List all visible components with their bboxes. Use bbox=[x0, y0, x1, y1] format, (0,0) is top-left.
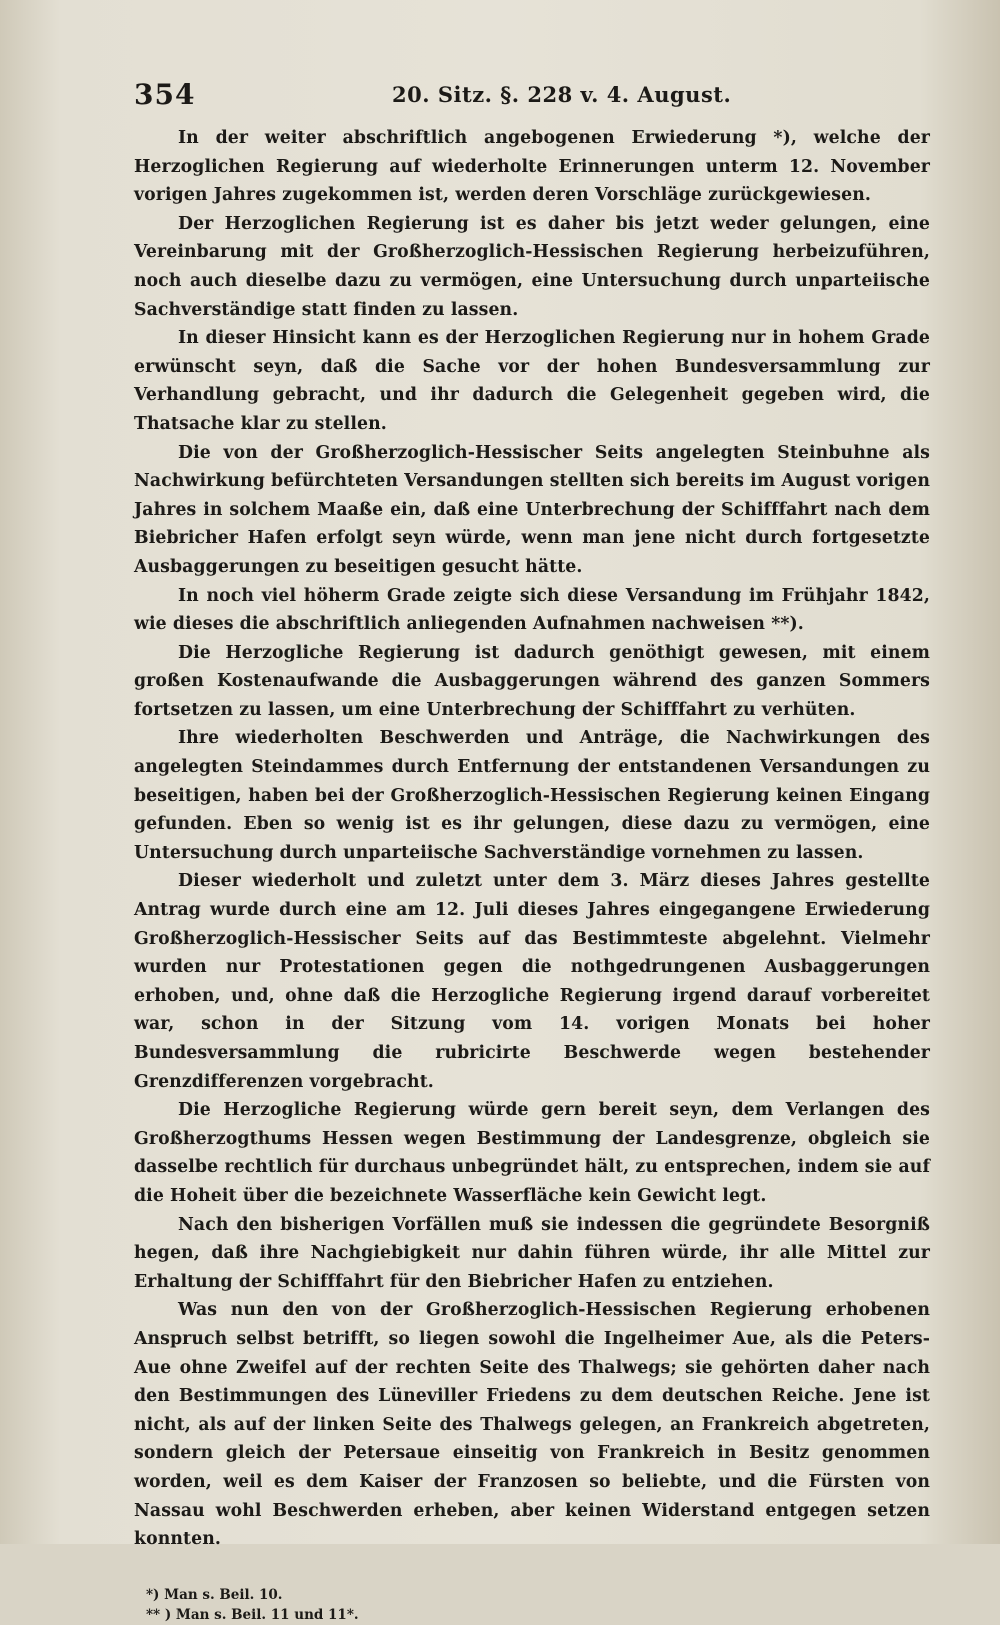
body-text bbox=[134, 124, 930, 1554]
footnote: ** ) Man s. Beil. 11 und 11*. bbox=[146, 1606, 359, 1623]
paragraph: Nach den bisherigen Vorfällen muß sie indessen die gegründete Besorgniß hegen, daß ihre Nachgiebigkeit nur dahin führen würde, ihr alle Mittel zur Erhaltung der Schifffahrt für den Biebricher Hafen zu entziehen. bbox=[134, 1214, 930, 1292]
paragraph: Die Herzogliche Regierung ist dadurch genöthigt gewesen, mit einem großen Kostenaufwande die Ausbaggerungen während des ganzen Sommers fortsetzen zu lassen, um eine Unterbrechung der Schifffahrt zu verhüten. bbox=[134, 642, 930, 720]
paragraph: Der Herzoglichen Regierung ist es daher bis jetzt weder gelungen, eine Vereinbarung mit der Großherzoglich-Hessischen Regierung herbeizuführen, noch auch dieselbe dazu zu vermögen, eine Untersuchung durch unparteiische Sachverständige statt finden zu lassen. bbox=[134, 213, 930, 320]
paragraph: In dieser Hinsicht kann es der Herzoglichen Regierung nur in hohem Grade erwünscht seyn, daß die Sache vor der hohen Bundesversammlung zur Verhandlung gebracht, und ihr dadurch die Gelegenheit gegeben wird, die Thatsache klar zu stellen. bbox=[134, 328, 930, 434]
footnote: *) Man s. Beil. 10. bbox=[146, 1586, 283, 1603]
paragraph: Dieser wiederholt und zuletzt unter dem 3. März dieses Jahres gestellte Antrag wurde durch eine am 12. Juli dieses Jahres eingegangene Erwiederung Großherzoglich-Hessischer Seits auf das Bestimmteste abgelehnt. Vielmehr wurden nur Protestationen gegen die nothgedrungenen Ausbaggerungen erhoben, und, ohne daß die Herzogliche Regierung irgend darauf vorbereitet war, schon in der Sitzung vom 14. vorigen Monats bei hoher Bundesversammlung die rubricirte Beschwerde wegen bestehender Grenzdifferenzen vorgebracht. bbox=[134, 871, 930, 1092]
footnotes bbox=[134, 1576, 930, 1625]
page-header bbox=[134, 78, 930, 118]
paragraph: Die Herzogliche Regierung würde gern bereit seyn, dem Verlangen des Großherzogthums Hessen wegen Bestimmung der Landesgrenze, obgleich sie dasselbe rechtlich für durchaus unbegründet hält, zu entsprechen, indem sie auf die Hoheit über die bezeichnete Wasserfläche kein Gewicht legt. bbox=[134, 1100, 930, 1206]
paragraph: In noch viel höherm Grade zeigte sich diese Versandung im Frühjahr 1842, wie dieses die abschriftlich anliegenden Aufnahmen nachweisen **). bbox=[134, 585, 930, 635]
paragraph: Was nun den von der Großherzoglich-Hessischen Regierung erhobenen Anspruch selbst betrifft, so liegen sowohl die Ingelheimer Aue, als die Peters-Aue ohne Zweifel auf der rechten Seite des Thalwegs; sie gehörten daher nach den Bestimmungen des Lüneviller Friedens zu dem deutschen Reiche. Jene ist nicht, als auf der linken Seite des Thalwegs gelegen, an Frankreich abgetreten, sondern gleich der Petersaue einseitig von Frankreich in Besitz genommen worden, weil es dem Kaiser der Franzosen so beliebte, und die Fürsten von Nassau wohl Beschwerden erheben, aber keinen Widerstand entgegen setzen konnten. bbox=[134, 1300, 930, 1550]
page-number: 354 bbox=[134, 78, 196, 111]
paragraph: Ihre wiederholten Beschwerden und Anträge, die Nachwirkungen des angelegten Steindammes durch Entfernung der entstandenen Versandungen zu beseitigen, haben bei der Großherzoglich-Hessischen Regierung keinen Eingang gefunden. Eben so wenig ist es ihr gelungen, diese dazu zu vermögen, eine Untersuchung durch unparteiische Sachverständige vornehmen zu lassen. bbox=[134, 728, 930, 863]
paragraph: Die von der Großherzoglich-Hessischer Seits angelegten Steinbuhne als Nachwirkung befürchteten Versandungen stellten sich bereits im August vorigen Jahres in solchem Maaße ein, daß eine Unterbrechung der Schifffahrt nach dem Biebricher Hafen erfolgt seyn würde, wenn man jene nicht durch fortgesetzte Ausbaggerungen zu beseitigen gesucht hätte. bbox=[134, 442, 930, 577]
running-head: 20. Sitz. §. 228 v. 4. August. bbox=[392, 82, 732, 107]
paragraph: In der weiter abschriftlich angebogenen Erwiederung *), welche der Herzoglichen Regierung auf wiederholte Erinnerungen unterm 12. November vorigen Jahres zugekommen ist, werden deren Vorschläge zurückgewiesen. bbox=[134, 128, 930, 206]
